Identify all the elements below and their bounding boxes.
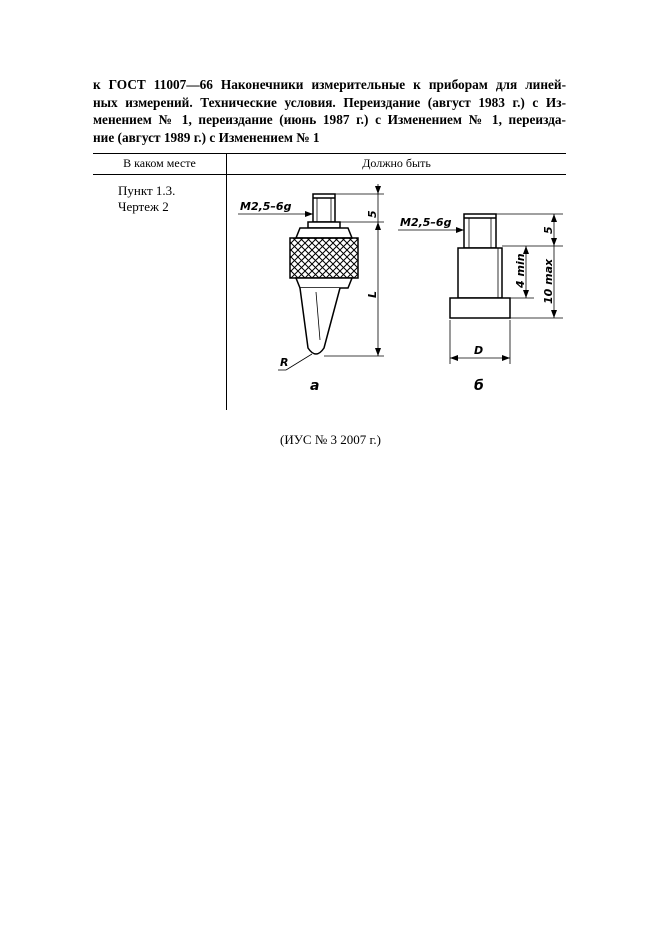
technical-drawing [228, 180, 568, 400]
figure-a-thread-label: M2,5–6g [240, 200, 292, 213]
cell-where-line-2: Чертеж 2 [118, 199, 169, 214]
figure-b-dim-diameter: D [474, 344, 484, 357]
table-top-border [93, 153, 566, 154]
header-line-3: менением № 1, переиздание (июнь 1987 г.) с Изменением № 1, переизда- [93, 112, 566, 127]
figure-b-dim-5: 5 [542, 226, 555, 234]
document-header [93, 76, 566, 146]
cell-where-line-1: Пункт 1.3. [118, 183, 176, 198]
figure-b-caption: б [474, 378, 484, 394]
header-line-1: к ГОСТ 11007—66 Наконечники измерительные к приборам для линей- [93, 77, 566, 92]
table-header-border [93, 174, 566, 175]
figure-b-thread-label: M2,5–6g [400, 216, 452, 229]
figure-a-dim-length: L [366, 290, 379, 298]
header-line-4: ние (август 1989 г.) с Изменением № 1 [93, 129, 320, 145]
document-footer: (ИУС № 3 2007 г.) [280, 432, 381, 447]
figure-b [398, 214, 563, 364]
header-line-2: ных измерений. Технические условия. Переиздание (август 1983 г.) с Из- [93, 94, 566, 110]
figure-a-caption: а [310, 378, 320, 394]
column-header-should-be: Должно быть [362, 156, 431, 170]
figure-a-radius: R [280, 356, 289, 369]
figure-b-dim-10max: 10 max [542, 258, 555, 304]
figure-b-dim-4min: 4 min [514, 253, 527, 288]
column-header-where: В каком месте [123, 156, 196, 170]
table-column-separator [226, 153, 227, 410]
table-cell-where [118, 183, 175, 215]
figure-a-dim-5: 5 [366, 210, 379, 218]
